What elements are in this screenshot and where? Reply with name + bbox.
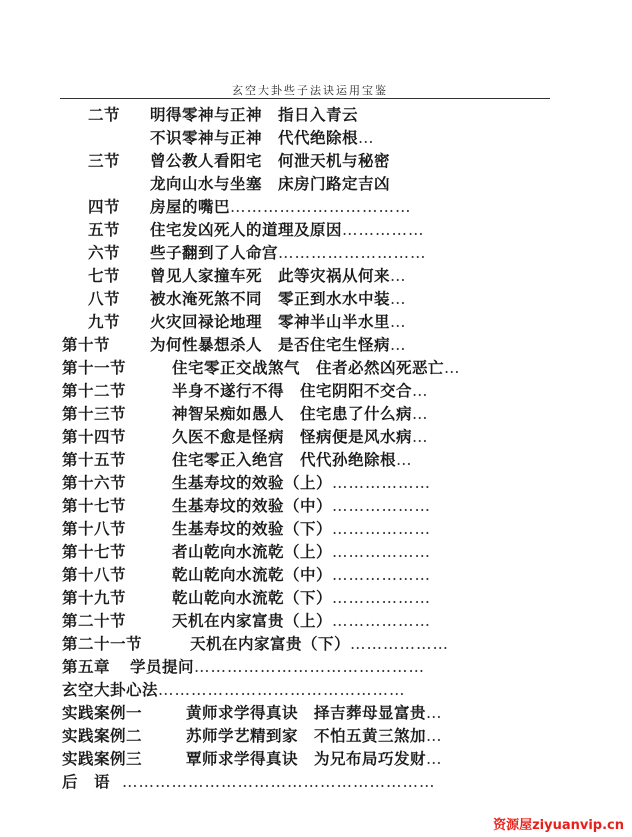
- toc-entry-number: 七节: [88, 266, 121, 285]
- toc-entry-dots: …: [358, 129, 375, 147]
- toc-entry-title: 房屋的嘴巴: [150, 197, 231, 216]
- toc-entry: [62, 334, 407, 356]
- toc-entry-number: 第十四节: [62, 427, 127, 446]
- toc-entry-number: 第十八节: [62, 565, 127, 584]
- toc-entry: [88, 196, 412, 218]
- toc-entry-dots: …: [426, 750, 443, 768]
- toc-entry-number: 第十二节: [62, 381, 127, 400]
- toc-entry: [62, 748, 443, 770]
- toc-entry-dots: ……………: [342, 221, 425, 239]
- toc-entry-number: 第十三节: [62, 404, 127, 423]
- toc-entry-dots: …: [426, 727, 443, 745]
- toc-entry: [62, 656, 425, 678]
- toc-entry-number: 实践案例一: [62, 703, 143, 722]
- toc-entry-dots: ………………: [332, 497, 432, 515]
- toc-entry-number: 八节: [88, 289, 121, 308]
- toc-entry-number: 二节: [88, 105, 121, 124]
- toc-entry-title: 曾公教人看阳宅 何泄天机与秘密: [150, 151, 391, 170]
- toc-entry: [88, 288, 407, 310]
- toc-entry: [62, 449, 413, 471]
- toc-entry: [88, 219, 425, 241]
- toc-entry-title: 住宅零正入绝宫 代代孙绝除根: [172, 450, 397, 469]
- toc-entry-title: 者山乾向水流乾（上）: [172, 542, 333, 561]
- toc-entry-number: 第十七节: [62, 542, 127, 561]
- toc-entry-number: 第十五节: [62, 450, 127, 469]
- toc-entry-title: 些子翻到了人命宫: [150, 243, 279, 262]
- toc-entry: [62, 633, 449, 655]
- site-watermark: 资源屋ziyuanvip.cn: [493, 818, 624, 833]
- toc-entry-title: 玄空大卦心法: [62, 680, 159, 699]
- toc-entry: [150, 173, 390, 195]
- toc-entry: [88, 311, 407, 333]
- toc-entry-title: 生基寿坟的效验（上）: [172, 473, 333, 492]
- toc-entry: [62, 426, 429, 448]
- toc-entry-dots: ………………………………………: [158, 681, 406, 699]
- toc-entry: [62, 357, 461, 379]
- toc-entry-title: 生基寿坟的效验（下）: [172, 519, 333, 538]
- toc-entry-number: 五节: [88, 220, 121, 239]
- toc-entry-title: 龙向山水与坐塞 床房门路定吉凶: [150, 174, 391, 193]
- toc-entry: [62, 702, 443, 724]
- toc-entry: [62, 495, 431, 517]
- toc-entry-title: 被水淹死煞不同 零正到水水中装: [150, 289, 391, 308]
- toc-entry: [150, 127, 375, 149]
- toc-entry-title: 天机在内家富贵（下）: [190, 634, 351, 653]
- toc-entry-dots: ………………: [332, 543, 432, 561]
- toc-entry-title: 乾山乾向水流乾（下）: [172, 588, 333, 607]
- header-rule: [60, 98, 550, 99]
- toc-entry-title: 生基寿坟的效验（中）: [172, 496, 333, 515]
- toc-entry: [62, 771, 436, 793]
- toc-entry-dots: …: [444, 359, 461, 377]
- toc-entry-number: 后 语: [62, 772, 111, 791]
- running-header: 玄空大卦些子法诀运用宝鉴: [232, 84, 388, 97]
- toc-entry: [62, 679, 406, 701]
- toc-entry-title: 黄师求学得真诀 择吉葬母显富贵: [186, 703, 427, 722]
- toc-entry-dots: ………………: [332, 589, 432, 607]
- toc-entry-dots: …: [412, 405, 429, 423]
- toc-entry-title: 天机在内家富贵（上）: [172, 611, 333, 630]
- toc-entry-number: 第十九节: [62, 588, 127, 607]
- toc-entry-number: 第二十节: [62, 611, 127, 630]
- toc-entry: [88, 104, 358, 126]
- toc-entry-number: 第五章: [62, 657, 111, 676]
- toc-entry: [62, 587, 431, 609]
- toc-entry-number: 四节: [88, 197, 121, 216]
- toc-entry-dots: …: [396, 451, 413, 469]
- toc-entry-dots: ………………: [332, 474, 432, 492]
- toc-entry-dots: ………………: [332, 612, 432, 630]
- toc-entry-title: 曾见人家撞车死 此等灾祸从何来: [150, 266, 391, 285]
- toc-entry-number: 第十六节: [62, 473, 127, 492]
- toc-entry: [62, 610, 431, 632]
- toc-entry-title: 住宅发凶死人的道理及原因: [150, 220, 343, 239]
- toc-entry-dots: …: [390, 336, 407, 354]
- toc-entry-title: 半身不遂行不得 住宅阴阳不交合: [172, 381, 413, 400]
- toc-entry-title: 苏师学艺精到家 不怕五黄三煞加: [186, 726, 427, 745]
- toc-entry-title: 神智呆痴如愚人 住宅患了什么病: [172, 404, 413, 423]
- toc-entry-dots: ……………………………: [230, 198, 412, 216]
- toc-entry-title: 住宅零正交战煞气 住者必然凶死恶亡: [172, 358, 445, 377]
- toc-entry-dots: ………………: [332, 566, 432, 584]
- toc-entry-number: 六节: [88, 243, 121, 262]
- toc-entry-title: 久医不愈是怪病 怪病便是风水病: [172, 427, 413, 446]
- toc-entry-dots: …: [412, 428, 429, 446]
- toc-entry-number: 第十一节: [62, 358, 127, 377]
- toc-entry-dots: ………………: [332, 520, 432, 538]
- toc-entry-dots: …: [412, 382, 429, 400]
- toc-entry-title: 明得零神与正神 指日入青云: [150, 105, 359, 124]
- toc-entry-dots: …………………………………………………: [122, 773, 436, 791]
- toc-entry-number: 实践案例二: [62, 726, 143, 745]
- toc-entry: [88, 265, 407, 287]
- toc-entry-dots: ………………………: [278, 244, 427, 262]
- toc-entry: [62, 403, 429, 425]
- toc-entry: [62, 564, 431, 586]
- toc-entry-number: 第十八节: [62, 519, 127, 538]
- toc-entry-number: 九节: [88, 312, 121, 331]
- toc-entry-dots: ………………: [350, 635, 450, 653]
- toc-entry-number: 第十节: [62, 335, 111, 354]
- toc-entry: [62, 541, 431, 563]
- toc-entry-title: 学员提问: [130, 657, 195, 676]
- toc-entry-number: 第十七节: [62, 496, 127, 515]
- toc-entry: [62, 518, 431, 540]
- toc-entry-number: 第二十一节: [62, 634, 143, 653]
- toc-entry-dots: …: [426, 704, 443, 722]
- toc-entry-number: 实践案例三: [62, 749, 143, 768]
- toc-entry: [62, 725, 443, 747]
- toc-entry: [62, 380, 429, 402]
- toc-entry-title: 不识零神与正神 代代绝除根: [150, 128, 359, 147]
- toc-entry-title: 覃师求学得真诀 为兄布局巧发财: [186, 749, 427, 768]
- toc-entry-number: 三节: [88, 151, 121, 170]
- toc-entry: [88, 150, 390, 172]
- toc-entry-title: 乾山乾向水流乾（中）: [172, 565, 333, 584]
- toc-entry-dots: ……………………………………: [194, 658, 426, 676]
- toc-entry-title: 为何性暴想杀人 是否住宅生怪病: [150, 335, 391, 354]
- toc-entry-dots: …: [390, 267, 407, 285]
- toc-entry: [88, 242, 427, 264]
- toc-entry-dots: …: [390, 290, 407, 308]
- toc-entry-title: 火灾回禄论地理 零神半山半水里: [150, 312, 391, 331]
- toc-entry-dots: …: [390, 313, 407, 331]
- toc-entry: [62, 472, 431, 494]
